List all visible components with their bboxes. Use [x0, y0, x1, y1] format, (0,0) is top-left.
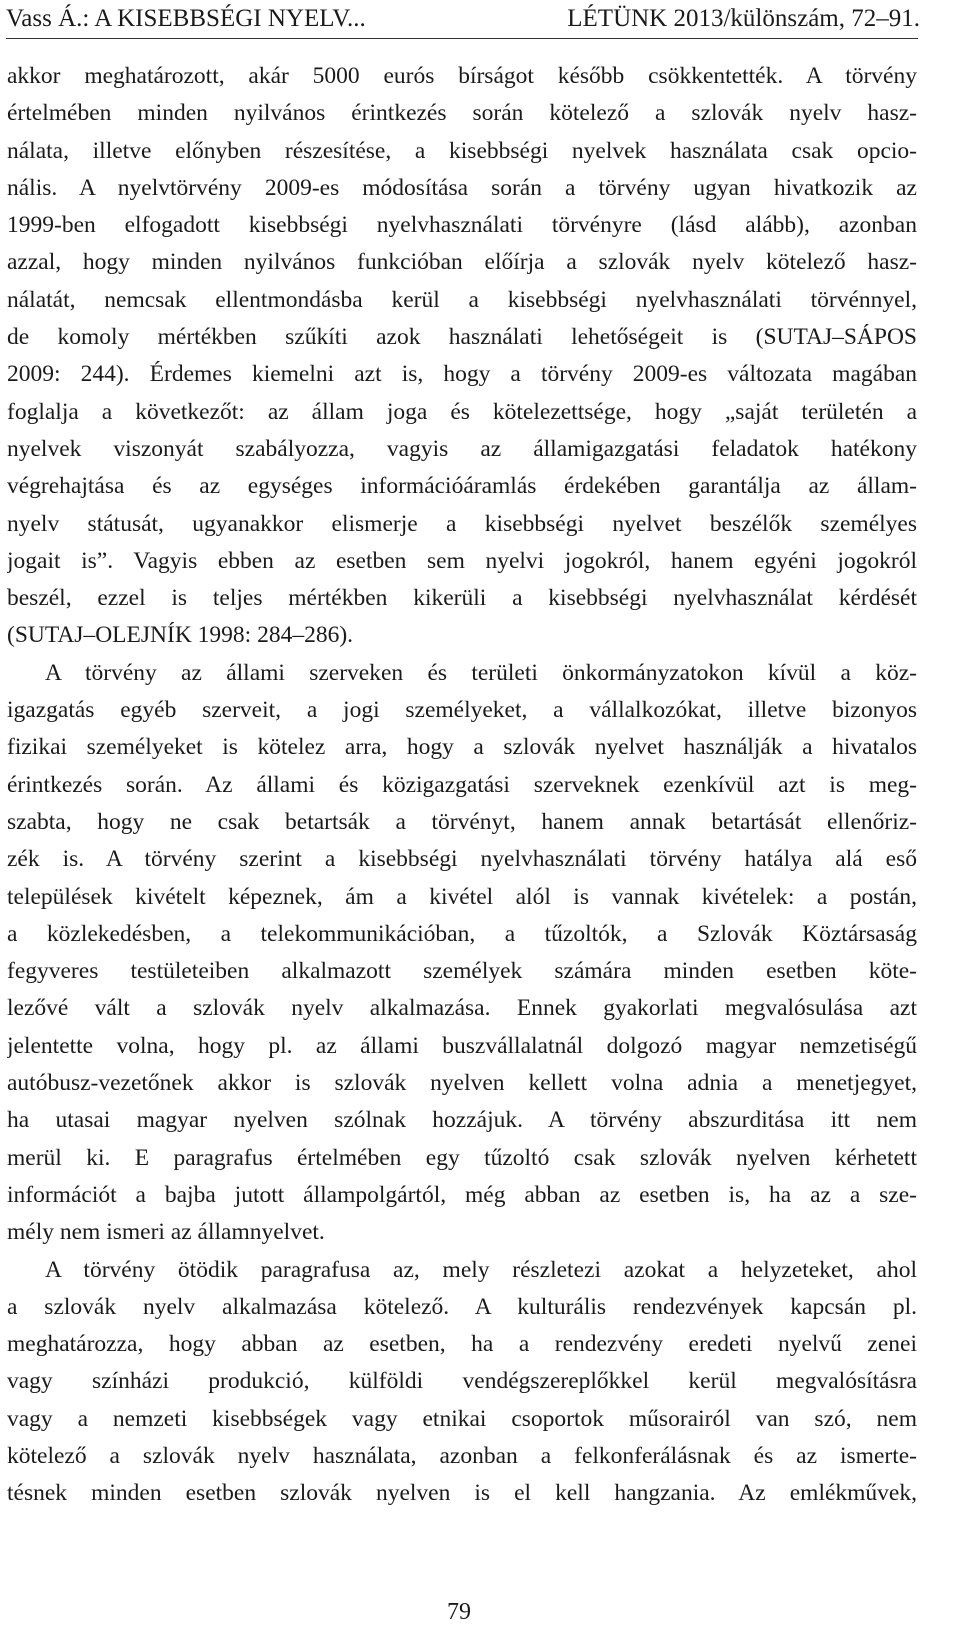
text-line: vagy színházi produkció, külföldi vendégszereplőkkel kerül megvalósításra [7, 1368, 917, 1395]
text-line: települések kivételt képeznek, ám a kivétel alól is vannak kivételek: a postán, [7, 883, 917, 910]
text-line: foglalja a következőt: az állam joga és kötelezettsége, hogy „saját területén a [7, 398, 917, 425]
text-line: akkor meghatározott, akár 5000 eurós bírságot később csökkentették. A törvény [7, 63, 917, 89]
text-line: igazgatás egyéb szerveit, a jogi személyeket, a vállalkozókat, illetve bizonyos [7, 697, 917, 724]
text-line: tésnek minden esetben szlovák nyelven is el kell hangzania. Az emlékművek, [7, 1480, 917, 1507]
text-line: fegyveres testületeiben alkalmazott személyek számára minden esetben köte- [7, 958, 917, 985]
text-line: a szlovák nyelv alkalmazása kötelező. A kulturális rendezvények kapcsán pl. [7, 1293, 917, 1320]
text-line: beszél, ezzel is teljes mértékben kikerüli a kisebbségi nyelvhasználat kérdését [7, 585, 917, 612]
text-line: nális. A nyelvtörvény 2009-es módosítása során a törvény ugyan hivatkozik az [7, 174, 917, 201]
text-line: nálata, illetve előnyben részesítése, a kisebbségi nyelvek használata csak opcio- [7, 137, 917, 164]
paragraph-first-line: A törvény ötödik paragrafusa az, mely részletezi azokat a helyzeteket, ahol [45, 1256, 917, 1283]
text-line: 1999-ben elfogadott kisebbségi nyelvhasználati törvényre (lásd alább), azonban [7, 212, 917, 239]
text-line: végrehajtása és az egységes információáramlás érdekében garantálja az állam- [7, 473, 917, 500]
paragraph-last-line: mély nem ismeri az államnyelvet. [7, 1219, 325, 1246]
text-line: kötelező a szlovák nyelv használata, azonban a felkonferálásnak és az ismerte- [7, 1442, 917, 1469]
running-head-journal-issue: LÉTÜNK 2013/különszám, 72–91. [567, 5, 920, 32]
text-line: 2009: 244). Érdemes kiemelni azt is, hogy a törvény 2009-es változata magában [7, 361, 917, 388]
text-line: jelentette volna, hogy pl. az állami buszvállalatnál dolgozó magyar nemzetiségű [7, 1032, 917, 1059]
text-line: nálatát, nemcsak ellentmondásba kerül a kisebbségi nyelvhasználati törvénnyel, [7, 286, 917, 313]
paragraph-last-line: (SUTAJ–OLEJNÍK 1998: 284–286). [7, 622, 354, 649]
body-text [7, 58, 917, 1513]
text-line: értelmében minden nyilvános érintkezés során kötelező a szlovák nyelv hasz- [7, 100, 917, 127]
text-line: szabta, hogy ne csak betartsák a törvényt, hanem annak betartását ellenőriz- [7, 808, 917, 835]
text-line: ha utasai magyar nyelven szólnak hozzájuk. A törvény abszurditása itt nem [7, 1107, 917, 1134]
text-line: a közlekedésben, a telekommunikációban, a tűzoltók, a Szlovák Köztársaság [7, 920, 917, 947]
text-line: lezővé vált a szlovák nyelv alkalmazása. Ennek gyakorlati megvalósulása azt [7, 995, 917, 1022]
text-line: de komoly mértékben szűkíti azok használati lehetőségeit is (SUTAJ–SÁPOS [7, 324, 917, 351]
text-line: meghatározza, hogy abban az esetben, ha a rendezvény eredeti nyelvű zenei [7, 1331, 917, 1358]
text-line: azzal, hogy minden nyilvános funkcióban előírja a szlovák nyelv kötelező hasz- [7, 249, 917, 276]
text-line: információt a bajba jutott állampolgártól, még abban az esetben is, ha az a sze- [7, 1181, 917, 1208]
text-line: fizikai személyeket is kötelez arra, hogy a szlovák nyelvet használják a hivatalos [7, 734, 917, 761]
text-line: nyelvek viszonyát szabályozza, vagyis az államigazgatási feladatok hatékony [7, 435, 917, 462]
text-line: érintkezés során. Az állami és közigazgatási szerveknek ezenkívül azt is meg- [7, 771, 917, 798]
text-line: autóbusz-vezetőnek akkor is szlovák nyelven kellett volna adnia a menetjegyet, [7, 1070, 917, 1097]
text-line: merül ki. E paragrafus értelmében egy tűzoltó csak szlovák nyelven kérhetett [7, 1144, 917, 1171]
text-line: zék is. A törvény szerint a kisebbségi nyelvhasználati törvény hatálya alá eső [7, 846, 917, 873]
text-line: nyelv státusát, ugyanakkor elismerje a kisebbségi nyelvet beszélők személyes [7, 510, 917, 537]
running-head [0, 0, 960, 40]
page-number: 79 [447, 1599, 471, 1625]
text-line: vagy a nemzeti kisebbségek vagy etnikai csoportok műsorairól van szó, nem [7, 1405, 917, 1432]
text-line: jogait is”. Vagyis ebben az esetben sem nyelvi jogokról, hanem egyéni jogokról [7, 547, 917, 574]
header-divider [6, 38, 918, 39]
running-head-author-title: Vass Á.: A KISEBBSÉGI NYELV... [6, 5, 366, 32]
paragraph-first-line: A törvény az állami szerveken és területi önkormányzatokon kívül a köz- [45, 659, 917, 686]
